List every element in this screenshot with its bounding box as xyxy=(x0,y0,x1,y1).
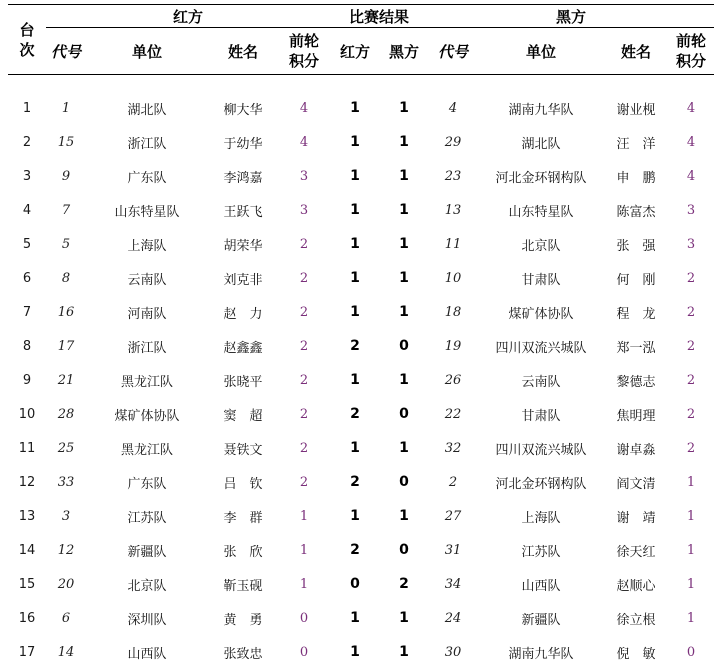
header-black-group: 黑方 xyxy=(428,5,714,28)
black-score: 1 xyxy=(399,202,409,218)
black-code: 4 xyxy=(448,100,458,116)
red-score: 2 xyxy=(350,406,360,422)
black-code: 29 xyxy=(444,134,462,150)
red-prev-points: 2 xyxy=(299,338,309,354)
black-unit: 四川双流兴城队 xyxy=(495,442,587,458)
black-player-name: 赵顺心 xyxy=(616,578,656,594)
red-player-name: 赵 力 xyxy=(223,306,263,322)
black-unit: 北京队 xyxy=(521,238,561,254)
red-player-name: 靳玉砚 xyxy=(223,578,263,594)
black-score: 1 xyxy=(399,236,409,252)
black-code: 24 xyxy=(444,610,462,626)
header-red-code: 代号 xyxy=(46,28,86,75)
header-taici: 台次 xyxy=(8,5,46,75)
header-black-unit: 单位 xyxy=(478,28,604,75)
red-player-name: 张致忠 xyxy=(223,646,263,662)
red-unit: 黑龙江队 xyxy=(120,374,173,390)
black-player-name: 阎文清 xyxy=(616,476,656,492)
red-player-name: 李 群 xyxy=(223,510,263,526)
black-unit: 河北金环钢构队 xyxy=(495,170,587,186)
red-unit: 云南队 xyxy=(127,272,167,288)
red-player-name: 刘克非 xyxy=(223,272,263,288)
black-score: 1 xyxy=(399,508,409,524)
red-prev-points: 2 xyxy=(299,270,309,286)
black-unit: 甘肃队 xyxy=(521,272,561,288)
table-row xyxy=(8,533,714,567)
black-player-name: 焦明理 xyxy=(616,408,656,424)
row-number: 16 xyxy=(18,610,36,626)
red-score: 1 xyxy=(350,508,360,524)
table-row xyxy=(8,91,714,125)
black-score: 1 xyxy=(399,610,409,626)
header-result-red: 红方 xyxy=(330,28,380,75)
black-unit: 湖北队 xyxy=(521,136,561,152)
black-score: 0 xyxy=(399,338,409,354)
black-prev-points: 2 xyxy=(686,372,696,388)
black-player-name: 倪 敏 xyxy=(616,646,656,662)
black-score: 0 xyxy=(399,542,409,558)
black-prev-points: 2 xyxy=(686,270,696,286)
header-red-group: 红方 xyxy=(46,5,330,28)
header-black-code: 代号 xyxy=(428,28,478,75)
black-score: 1 xyxy=(399,100,409,116)
red-prev-points: 4 xyxy=(299,134,309,150)
table-row xyxy=(8,295,714,329)
red-unit: 山西队 xyxy=(127,646,167,662)
black-code: 30 xyxy=(444,644,462,660)
black-prev-points: 4 xyxy=(686,100,696,116)
black-player-name: 郑一泓 xyxy=(616,340,656,356)
red-score: 1 xyxy=(350,168,360,184)
red-score: 0 xyxy=(350,576,360,592)
black-player-name: 汪 洋 xyxy=(616,136,656,152)
row-number: 7 xyxy=(22,304,32,320)
table-row xyxy=(8,227,714,261)
red-code: 7 xyxy=(61,202,71,218)
red-player-name: 赵鑫鑫 xyxy=(223,340,263,356)
header-result-black: 黑方 xyxy=(380,28,428,75)
black-player-name: 谢卓淼 xyxy=(616,442,656,458)
black-player-name: 黎德志 xyxy=(616,374,656,390)
red-code: 15 xyxy=(57,134,75,150)
red-code: 8 xyxy=(61,270,71,286)
row-number: 1 xyxy=(22,100,32,116)
black-code: 2 xyxy=(448,474,458,490)
black-prev-points: 2 xyxy=(686,440,696,456)
red-player-name: 王跃飞 xyxy=(223,204,263,220)
black-unit: 湖南九华队 xyxy=(508,646,574,662)
red-prev-points: 0 xyxy=(299,644,309,660)
red-prev-points: 0 xyxy=(299,610,309,626)
red-score: 1 xyxy=(350,100,360,116)
table-row xyxy=(8,431,714,465)
header-result-group: 比赛结果 xyxy=(330,5,428,28)
table-row xyxy=(8,125,714,159)
black-code: 19 xyxy=(444,338,462,354)
black-unit: 煤矿体协队 xyxy=(508,306,574,322)
black-player-name: 谢 靖 xyxy=(616,510,656,526)
red-prev-points: 3 xyxy=(299,168,309,184)
black-unit: 河北金环钢构队 xyxy=(495,476,587,492)
black-prev-points: 4 xyxy=(686,134,696,150)
black-code: 13 xyxy=(444,202,462,218)
table-row xyxy=(8,465,714,499)
red-code: 25 xyxy=(57,440,75,456)
red-unit: 广东队 xyxy=(127,476,167,492)
red-unit: 山东特星队 xyxy=(114,204,180,220)
black-prev-points: 3 xyxy=(686,202,696,218)
results-body xyxy=(8,75,714,670)
black-unit: 新疆队 xyxy=(521,612,561,628)
black-player-name: 陈富杰 xyxy=(616,204,656,220)
red-score: 1 xyxy=(350,270,360,286)
table-row xyxy=(8,397,714,431)
red-score: 1 xyxy=(350,304,360,320)
black-player-name: 徐立根 xyxy=(616,612,656,628)
table-row xyxy=(8,601,714,635)
red-score: 1 xyxy=(350,440,360,456)
black-prev-points: 1 xyxy=(686,474,696,490)
black-score: 1 xyxy=(399,168,409,184)
red-score: 2 xyxy=(350,474,360,490)
table-row xyxy=(8,635,714,669)
red-prev-points: 2 xyxy=(299,406,309,422)
header-black-name: 姓名 xyxy=(604,28,668,75)
black-unit: 甘肃队 xyxy=(521,408,561,424)
black-unit: 山东特星队 xyxy=(508,204,574,220)
red-unit: 浙江队 xyxy=(127,136,167,152)
red-prev-points: 2 xyxy=(299,440,309,456)
red-unit: 广东队 xyxy=(127,170,167,186)
black-code: 31 xyxy=(444,542,462,558)
red-code: 16 xyxy=(57,304,75,320)
black-unit: 湖南九华队 xyxy=(508,102,574,118)
row-number: 13 xyxy=(18,508,36,524)
black-unit: 山西队 xyxy=(521,578,561,594)
red-prev-points: 3 xyxy=(299,202,309,218)
table-row xyxy=(8,567,714,601)
red-unit: 河南队 xyxy=(127,306,167,322)
header-black-prev-points: 前轮积分 xyxy=(668,28,714,75)
row-number: 14 xyxy=(18,542,36,558)
red-prev-points: 2 xyxy=(299,236,309,252)
red-player-name: 李鸿嘉 xyxy=(223,170,263,186)
black-player-name: 申 鹏 xyxy=(616,170,656,186)
red-score: 1 xyxy=(350,372,360,388)
red-unit: 江苏队 xyxy=(127,510,167,526)
black-prev-points: 1 xyxy=(686,610,696,626)
red-unit: 新疆队 xyxy=(127,544,167,560)
black-code: 27 xyxy=(444,508,462,524)
row-number: 12 xyxy=(18,474,36,490)
red-player-name: 张 欣 xyxy=(223,544,263,560)
red-code: 1 xyxy=(61,100,71,116)
black-score: 1 xyxy=(399,372,409,388)
black-code: 11 xyxy=(444,236,462,252)
black-prev-points: 0 xyxy=(686,644,696,660)
red-unit: 浙江队 xyxy=(127,340,167,356)
table-row xyxy=(8,261,714,295)
red-prev-points: 4 xyxy=(299,100,309,116)
red-player-name: 柳大华 xyxy=(223,102,263,118)
row-number: 11 xyxy=(18,440,36,456)
red-score: 1 xyxy=(350,610,360,626)
red-unit: 黑龙江队 xyxy=(120,442,173,458)
black-code: 18 xyxy=(444,304,462,320)
black-prev-points: 2 xyxy=(686,406,696,422)
red-unit: 湖北队 xyxy=(127,102,167,118)
red-score: 1 xyxy=(350,644,360,660)
header-red-name: 姓名 xyxy=(208,28,278,75)
table-row xyxy=(8,159,714,193)
black-unit: 云南队 xyxy=(521,374,561,390)
red-prev-points: 1 xyxy=(299,542,309,558)
red-code: 17 xyxy=(57,338,75,354)
black-code: 23 xyxy=(444,168,462,184)
black-player-name: 张 强 xyxy=(616,238,656,254)
black-prev-points: 1 xyxy=(686,508,696,524)
black-code: 22 xyxy=(444,406,462,422)
red-prev-points: 1 xyxy=(299,576,309,592)
row-number: 8 xyxy=(22,338,32,354)
black-score: 1 xyxy=(399,134,409,150)
table-row xyxy=(8,363,714,397)
red-score: 2 xyxy=(350,338,360,354)
red-player-name: 于幼华 xyxy=(223,136,263,152)
red-code: 9 xyxy=(61,168,71,184)
black-player-name: 徐天红 xyxy=(616,544,656,560)
black-unit: 四川双流兴城队 xyxy=(495,340,587,356)
red-score: 1 xyxy=(350,236,360,252)
row-number: 4 xyxy=(22,202,32,218)
black-score: 0 xyxy=(399,474,409,490)
black-score: 2 xyxy=(399,576,409,592)
black-score: 1 xyxy=(399,440,409,456)
red-player-name: 胡荣华 xyxy=(223,238,263,254)
header-red-prev-points: 前轮积分 xyxy=(278,28,330,75)
black-score: 1 xyxy=(399,304,409,320)
red-code: 12 xyxy=(57,542,75,558)
row-number: 6 xyxy=(22,270,32,286)
black-prev-points: 1 xyxy=(686,576,696,592)
red-player-name: 黄 勇 xyxy=(223,612,263,628)
red-player-name: 张晓平 xyxy=(223,374,263,390)
table-row xyxy=(8,499,714,533)
red-score: 1 xyxy=(350,134,360,150)
red-code: 3 xyxy=(61,508,71,524)
black-code: 10 xyxy=(444,270,462,286)
row-number: 3 xyxy=(22,168,32,184)
red-player-name: 吕 钦 xyxy=(223,476,263,492)
black-code: 32 xyxy=(444,440,462,456)
row-number: 5 xyxy=(22,236,32,252)
red-code: 21 xyxy=(57,372,75,388)
red-score: 2 xyxy=(350,542,360,558)
red-prev-points: 2 xyxy=(299,474,309,490)
red-prev-points: 2 xyxy=(299,372,309,388)
black-player-name: 何 刚 xyxy=(616,272,656,288)
red-prev-points: 1 xyxy=(299,508,309,524)
red-unit: 深圳队 xyxy=(127,612,167,628)
red-prev-points: 2 xyxy=(299,304,309,320)
red-code: 14 xyxy=(57,644,75,660)
black-prev-points: 3 xyxy=(686,236,696,252)
black-score: 1 xyxy=(399,270,409,286)
row-number: 17 xyxy=(18,644,36,660)
row-number: 9 xyxy=(22,372,32,388)
header-red-unit: 单位 xyxy=(86,28,208,75)
table-row xyxy=(8,193,714,227)
black-prev-points: 1 xyxy=(686,542,696,558)
red-player-name: 聂铁文 xyxy=(223,442,263,458)
red-unit: 煤矿体协队 xyxy=(114,408,180,424)
red-code: 33 xyxy=(57,474,75,490)
match-results-table xyxy=(8,4,714,669)
black-unit: 上海队 xyxy=(521,510,561,526)
red-code: 5 xyxy=(61,236,71,252)
black-score: 0 xyxy=(399,406,409,422)
black-prev-points: 2 xyxy=(686,338,696,354)
black-prev-points: 2 xyxy=(686,304,696,320)
row-number: 10 xyxy=(18,406,36,422)
black-score: 1 xyxy=(399,644,409,660)
red-code: 28 xyxy=(57,406,75,422)
black-code: 26 xyxy=(444,372,462,388)
red-code: 20 xyxy=(57,576,75,592)
black-code: 34 xyxy=(444,576,462,592)
table-row xyxy=(8,329,714,363)
row-number: 2 xyxy=(22,134,32,150)
red-unit: 北京队 xyxy=(127,578,167,594)
black-player-name: 程 龙 xyxy=(616,306,656,322)
black-prev-points: 4 xyxy=(686,168,696,184)
red-code: 6 xyxy=(61,610,71,626)
red-player-name: 窦 超 xyxy=(223,408,263,424)
black-unit: 江苏队 xyxy=(521,544,561,560)
red-score: 1 xyxy=(350,202,360,218)
red-unit: 上海队 xyxy=(127,238,167,254)
black-player-name: 谢业枧 xyxy=(616,102,656,118)
row-number: 15 xyxy=(18,576,36,592)
